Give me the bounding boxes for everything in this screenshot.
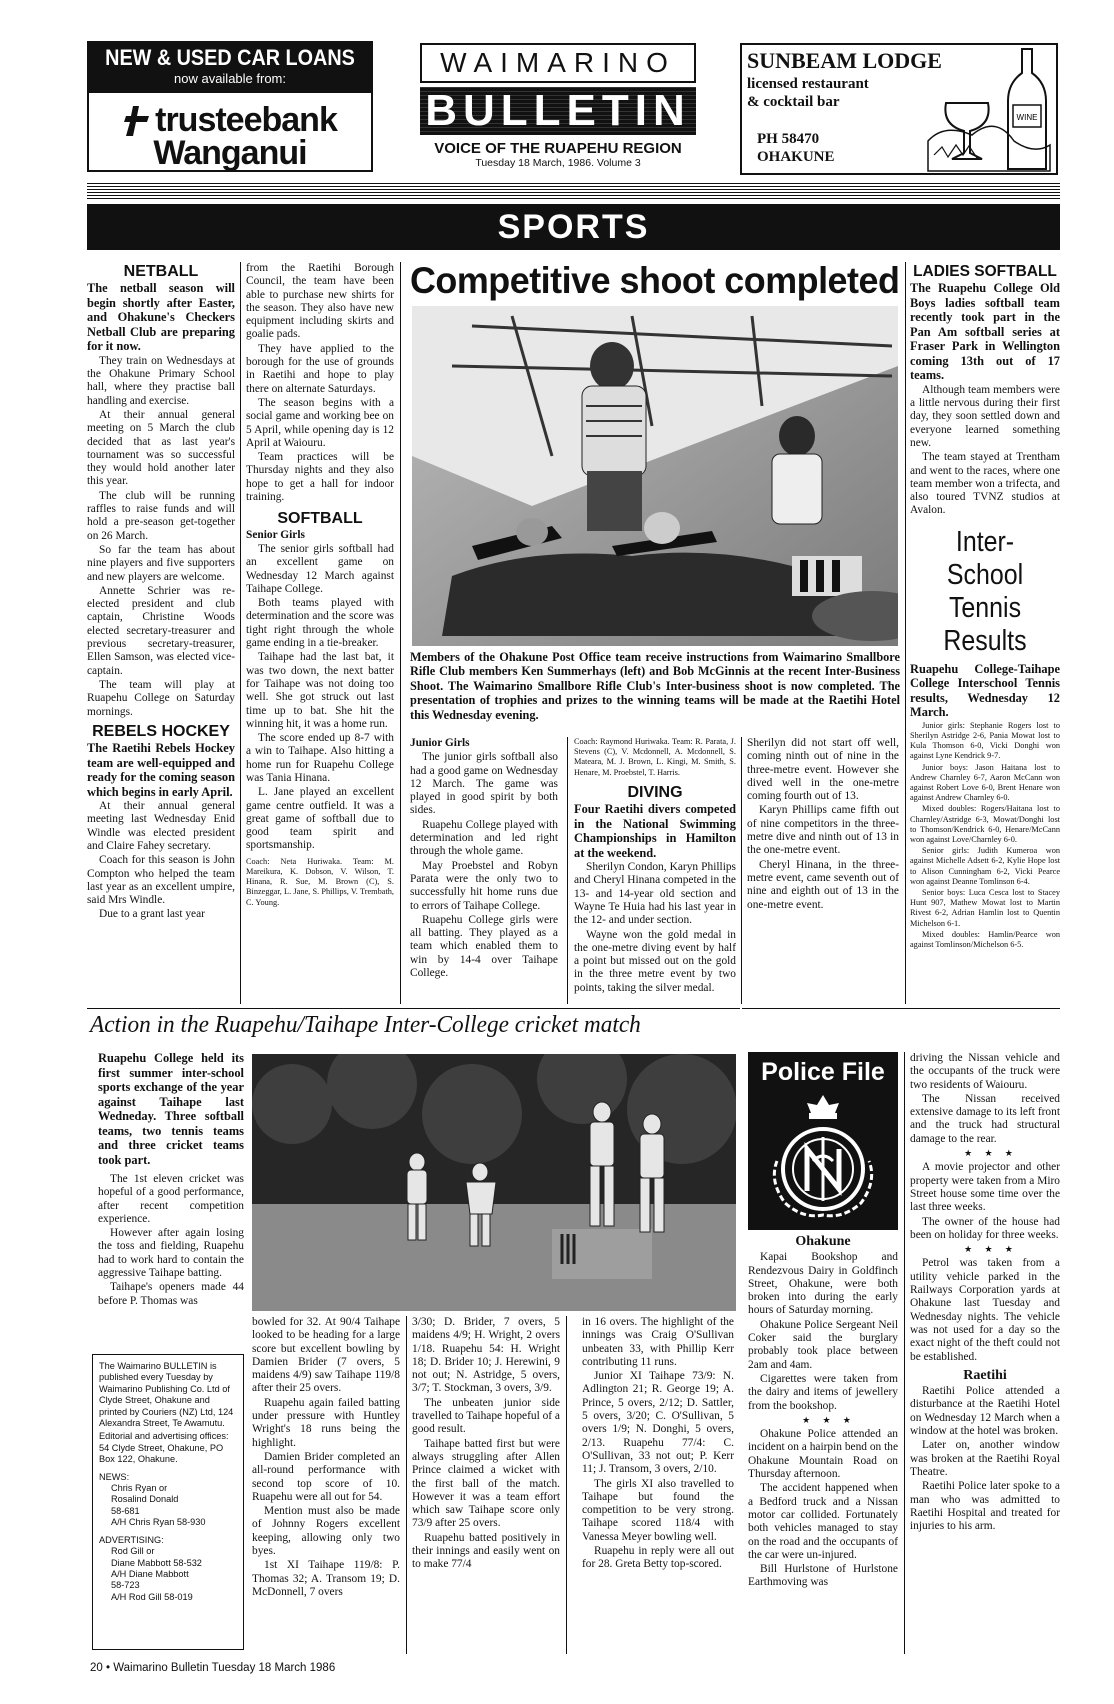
star-divider: ★ ★ ★ [964, 1244, 1018, 1255]
column-rule [905, 262, 906, 1004]
softball-para: Taihape had the last bat, it was two down, the next batter for Taihape was not doing too well. She got struck out last time up to bat. She hit the winning hit, it was a home run. [246, 651, 394, 730]
junior-coach-team: Coach: Raymond Huriwaka. Team: R. Parata, J. Stevens (C), V. Mcdonnell, A. Mcdonnell, S. Mateara, M. J. Brown, L. Kingi, M. Smith, S. Henare, M. Proebstel, T. Harris. [574, 737, 736, 777]
hockey-cont-para: Team practices will be Thursday nights and they also hope to get a hall for indoor training. [246, 451, 394, 504]
sports-banner: SPORTS [87, 204, 1060, 250]
sunbeam-line1: licensed restaurant [747, 76, 869, 92]
hockey-lead: The Raetihi Rebels Hockey team are well-equipped and ready for the coming season which begins in early April. [87, 741, 235, 799]
trusteebank-town: Wanganui [153, 134, 307, 172]
tennis-lead: Ruapehu College-Taihape College Interschool Tennis results, Wednesday 12 March. [910, 661, 1060, 720]
police-crest-icon [763, 1091, 883, 1221]
shoot-photo [412, 306, 898, 646]
softball-team-list: Coach: Neta Huriwaka. Team: M. Mareikura, K. Dobson, V. Wilson, T. Hinana, R. Sue, M. Brown (C), S. Binzeggar, L. Jane, S. Phillips, V. Trembath, C. Young. [246, 856, 394, 907]
police-right-column [910, 1052, 1060, 1654]
masthead-name-top: WAIMARINO [420, 43, 696, 83]
cricket-para: Taihape batted first but were always struggling after Allen Prince claimed a wicket with the first ball of the match. However it was a team effort which saw Taihape score only 73/9 after 25 overs. [412, 1437, 560, 1530]
diving-para: Wayne won the gold medal in the one-metre diving event by half a point but missed out on the gold in the three metre event by two points, taking the silver medal. [574, 928, 736, 994]
masthead-slogan: VOICE OF THE RUAPEHU REGION [434, 140, 682, 157]
cricket-column-2 [252, 1316, 400, 1654]
section-rule [87, 1008, 740, 1009]
police-para: The Nissan received extensive damage to its left front and the truck had structural damage to the rear. [910, 1092, 1060, 1145]
diving-para: Cheryl Hinana, in the three-metre event, came seventh out of nine and eighth out of 13 in the one-metre event. [747, 858, 899, 911]
hockey-heading: REBELS HOCKEY [92, 722, 230, 740]
cricket-para: in 16 overs. The highlight of the innings was Craig O'Sullivan unbeaten 33, with Phillip Kerr contributing 11 runs. [582, 1316, 734, 1368]
imprint-offices: Editorial and advertising offices: 54 Clyde Street, Ohakune, PO Box 122, Ohakune. [99, 1431, 229, 1465]
cricket-para: Mention must also be made of Johnny Rogers excellent keeping, allowing only two byes. [252, 1505, 400, 1558]
car-loans-sub: now available from: [174, 71, 286, 86]
netball-para: So far the team has about nine players and five supporters and new players are welcome. [87, 543, 235, 583]
column-rule [240, 262, 241, 1004]
tennis-result: Mixed doubles: Hamlin/Pearce won against Tomlinson/Michelson 6-5. [910, 929, 1060, 950]
police-para: driving the Nissan vehicle and the occupants of the truck were two residents of Waiouru. [910, 1052, 1060, 1091]
softball-para: The senior girls softball had an excellent game on Wednesday 12 March against Taihape College. [246, 542, 394, 595]
police-ohakune-para: Ohakune Police Sergeant Neil Coker said the burglary probably took place between 2am and 4am. [748, 1318, 898, 1371]
imprint-adv-line: Rod Gill or [111, 1546, 155, 1557]
police-ohakune-para: Cigarettes were taken from the dairy and items of jewellery from the bookshop. [748, 1372, 898, 1412]
cricket-para: Damien Brider completed an all-round performance with second top score of 10. Ruapehu were all out for 54. [252, 1450, 400, 1503]
imprint-box [92, 1354, 244, 1650]
cricket-para: bowled for 32. At 90/4 Taihape looked to be heading for a large score but excellent bowling by Damien Brider (7 overs, 5 maidens 4/9) saw Taihape 119/8 after their 25 overs. [252, 1316, 400, 1395]
masthead-dateline: Tuesday 18 March, 1986. Volume 3 [475, 157, 641, 169]
police-ohakune-para: Ohakune Police attended an incident on a hairpin bend on the Ohakune Mountain Road on Thursday afternoon. [748, 1428, 898, 1481]
hockey-cont-para: The season begins with a social game and working bee on 5 April, while opening day is 12 April at Waiouru. [246, 396, 394, 449]
netball-column [87, 262, 235, 1004]
star-divider: ★ ★ ★ [802, 1414, 856, 1425]
trusteebank-logo-icon [123, 104, 151, 138]
ladies-softball-para: Although team members were a little nervous during their first day, they soon settled down and everyone learned something new. [910, 383, 1060, 449]
sunbeam-phone: PH 58470 [757, 131, 820, 147]
cricket-intro-column [98, 1051, 244, 1337]
police-para: Petrol was taken from a utility vehicle parked in the Railways Corporation yards at Ohakune last Tuesday and Wednesday nights. The vehicle was not used for a day so the exact night of the theft could not be established. [910, 1257, 1060, 1363]
diving-para: Sherilyn Condon, Karyn Phillips and Cheryl Hinana competed in the 13- and 14-year old section and Wayne Te Huia had his last year in the 12- and under section. [574, 861, 736, 927]
police-ohakune-para: Kapai Bookshop and Rendezvous Dairy in Goldfinch Street, Ohakune, were both broken into during the early hours of Saturday morning. [748, 1251, 898, 1317]
imprint-adv-label: ADVERTISING: [99, 1534, 164, 1545]
column-rule [406, 1316, 407, 1654]
hockey-para: Coach for this season is John Compton who helped the team last year as an excellent umpire, said Mrs Windle. [87, 854, 235, 907]
sunbeam-town: OHAKUNE [757, 149, 835, 165]
imprint-adv-line: A/H Rod Gill 58-019 [111, 1591, 193, 1602]
column-rule [567, 737, 568, 1004]
column-rule [400, 262, 401, 1004]
police-para: A movie projector and other property were taken from a Miro Street house some time over the last three weeks. [910, 1161, 1060, 1214]
hockey-para: Due to a grant last year [99, 908, 205, 921]
police-raetihi-para: Later on, another window was broken at the Raetihi Royal Theatre. [910, 1439, 1060, 1478]
cricket-para: The 1st eleven cricket was hopeful of a good performance, after recent competition experience. [98, 1173, 244, 1225]
imprint-news-label: NEWS: [99, 1471, 130, 1482]
police-file-box [748, 1052, 898, 1230]
imprint-publisher: The Waimarino BULLETIN is published every Tuesday by Waimarino Publishing Co. Ltd of Clyde Street, Ohakune and printed by Couriers (NZ) Ltd, 124 Alexandra Street, Te Awamutu. [99, 1361, 234, 1429]
imprint-news-line: A/H Chris Ryan 58-930 [111, 1517, 206, 1528]
police-ohakune-para: Bill Hurlstone of Hurlstone Earthmoving was [748, 1563, 898, 1589]
softball-para: L. Jane played an excellent game centre outfield. It was a great game of softball due to good team spirit and sportsmanship. [246, 786, 394, 852]
car-loans-title: NEW & USED CAR LOANS [105, 45, 355, 70]
junior-para: Ruapehu College girls were all batting. They played as a team which enabled them to win by 14-4 over Taihape College. [410, 913, 558, 980]
softball-column [246, 262, 394, 1004]
tennis-result: Junior boys: Jason Haitana lost to Andrew Charnley 6-7, Aaron McCann won against Robert Love 6-0, Brent Henare won against Andrew Charnley 6-0. [910, 762, 1060, 803]
cricket-para: Junior XI Taihape 73/9: N. Adlington 21; R. George 19; A. Prince, 5 overs, 2/12; D. Sattler, 5 overs, 3/20; C. O'Sullivan, 5 overs 1/9; N. Donghi, 5 overs, 2/13. Ruapehu 77/4: C. O'Sullivan, 33 not out; P. Kerr 11; J. Transom, 3 overs, 2/10. [582, 1370, 734, 1476]
hockey-cont-para: from the Raetihi Borough Council, the team have been able to purchase new shirts for the season. They also have new equipment including skirts and goalie pads. [246, 262, 394, 341]
softball-para: The score ended up 8-7 with a win to Taihape. Also hitting a home run for Ruapehu College was Tania Hinana. [246, 732, 394, 784]
masthead-name-bottom: BULLETIN [420, 87, 696, 135]
police-file-heading: Police File [761, 1058, 885, 1086]
sunbeam-line2: & cocktail bar [747, 94, 840, 110]
softball-heading: SOFTBALL [277, 510, 363, 528]
junior-subheading: Junior Girls [410, 737, 470, 749]
cricket-para: The girls XI also travelled to Taihape but found the competition to be very strong. Taihape scored 118/4 with Vanessa Meyer bowling well. [582, 1477, 734, 1543]
cricket-para: 3/30; D. Brider, 7 overs, 5 maidens 4/9; H. Wright, 2 overs 1/18. Ruapehu 54: H. Wright 18; D. Brider 10; J. Herewini, 9 not out; N. Astridge, 5 overs, 3/7; T. Stockman, 3 overs, 3/9. [412, 1316, 560, 1395]
rifle-range-image [412, 306, 898, 646]
imprint-news-line: Rosalind Donald [111, 1494, 179, 1505]
diving-para: Karyn Phillips came fifth out of nine competitors in the three-metre dive and ninth out of 13 in the one-metre event. [747, 804, 899, 857]
diving-lead: Four Raetihi divers competed in the National Swimming Championships in Hamilton at the weekend. [574, 802, 736, 860]
cricket-para: Taihape's openers made 44 before P. Thomas was [98, 1281, 244, 1307]
police-ohakune-heading: Ohakune [795, 1234, 851, 1249]
ladies-softball-para: The team stayed at Trentham and went to the races, where one team member won a trifecta, and also toured TVNZ studios at Avalon. [910, 451, 1060, 517]
imprint-adv-line: 58-723 [111, 1580, 140, 1591]
section-rule [742, 1008, 1060, 1009]
cricket-para: However after again losing the toss and fielding, Ruapehu had to work hard to contain the aggressive Taihape batting. [98, 1227, 244, 1280]
imprint-news-line: 58-681 [111, 1505, 140, 1516]
column-rule [904, 1052, 905, 1654]
cricket-column-3 [412, 1316, 560, 1654]
cricket-lead: Ruapehu College held its first summer inter-school sports exchange of the year against Taihape last Wedneday. Three softball teams, two tennis teams and three cricket teams took part. [98, 1051, 244, 1167]
tennis-result: Senior girls: Judith Kumeroa won against Michelle Adsett 6-2, Kylie Hope lost to Alison Cunningham 6-2, Vicki Pearce won against Deanne Tomlinson 6-4. [910, 846, 1060, 886]
imprint-adv-line: Diane Mabbott 58-532 [111, 1557, 202, 1568]
police-ohakune-para: The accident happened when a Bedford truck and a Nissan motor car collided. Fortunately both vehicles managed to stay on the road and the occupants of the car were un-injured. [748, 1482, 898, 1561]
tennis-result: Mixed doubles: Rogers/Haitana lost to Charnley/Astridge 6-3, Mowat/Donghi lost to Thomson/Kendrick 6-0, Henare/McCann won against Love/Charnley 6-0. [910, 804, 1060, 844]
junior-para: May Proebstel and Robyn Parata were the only two to successfully hit home runs due to errors of Taihape College. [410, 859, 558, 912]
cricket-column-4 [582, 1316, 734, 1654]
cricket-match-image [252, 1054, 736, 1311]
netball-para: Annette Schrier was re-elected president and club captain, Christine Woods elected secretary-treasurer and previous secretary-treasurer, Ellen Samson, was elected vice-captain. [87, 584, 235, 677]
cricket-para: Ruapehu batted positively in their innings and easily went on to make 77/4 [412, 1531, 560, 1571]
netball-para: At their annual general meeting on 5 March the club decided that as last year's tournament was so successful they would hold another later this year. [87, 408, 235, 488]
netball-para: The team will play at Ruapehu College on Saturday mornings. [87, 678, 235, 718]
hockey-cont-para: They have applied to the borough for the use of grounds in Raetihi and hope to play there on alternate Saturdays. [246, 342, 394, 395]
softball-para: Both teams played with determination and the score was tight right through the whole game ending in a tie-breaker. [246, 597, 394, 650]
ladies-softball-lead: The Ruapehu College Old Boys ladies softball team recently took part in the Pan Am softball series at Fraser Park in Wellington coming 13th out of 17 teams. [910, 281, 1060, 383]
cricket-photo [252, 1054, 736, 1311]
junior-para: Ruapehu College played with determination and led right through the whole game. [410, 818, 558, 858]
sunbeam-lodge-ad [740, 43, 1058, 175]
cricket-para: 1st XI Taihape 119/8: P. Thomas 32; A. Transom 19; D. McDonnell, 7 overs [252, 1559, 400, 1598]
tennis-result: Junior girls: Stephanie Rogers lost to Sherilyn Astridge 2-6, Pania Mowat lost to Kula Thomson 6-0, Vicki Donghi won against Lyne Kendrick 9-7. [910, 720, 1060, 761]
tennis-result: Senior boys: Luca Cesca lost to Stacey Hunt 907, Mathew Mowat lost to Martin Rivest 6-2, Adrian Hamlin lost to Quentin Michelson 6-1. [910, 888, 1060, 928]
softball-subheading: Senior Girls [246, 528, 305, 541]
police-para: The owner of the house had been on holiday for three weeks. [910, 1215, 1060, 1241]
trusteebank-name: trusteebank [155, 101, 337, 139]
junior-para: The junior girls softball also had a good game on Wednesday 12 March. The game was played in good spirit by both sides. [410, 751, 558, 817]
tennis-heading: Inter-School Tennis Results [943, 525, 1027, 657]
star-divider: ★ ★ ★ [964, 1148, 1018, 1159]
masthead-divider [87, 183, 1060, 199]
wine-label-text: WINE [1016, 113, 1038, 122]
sunbeam-title: SUNBEAM LODGE [747, 48, 942, 73]
diving-column-cont [747, 737, 899, 1004]
police-raetihi-para: Raetihi Police later spoke to a man who was admitted to Raetihi Hospital and treated for injuries to his arm. [910, 1480, 1060, 1533]
netball-lead: The netball season will begin shortly after Easter, and Ohakune's Checkers Netball Club are preparing for it now. [87, 281, 235, 354]
imprint-adv-line: A/H Diane Mabbott [111, 1568, 189, 1579]
police-ohakune-column [748, 1232, 898, 1654]
column-rule [741, 737, 742, 1004]
masthead-title-block [420, 43, 696, 175]
imprint-news-line: Chris Ryan or [111, 1483, 168, 1494]
shoot-headline: Competitive shoot completed [410, 260, 900, 301]
netball-para: The club will be running raffles to raise funds and will hold a pre-season get-together on 26 March. [87, 489, 235, 542]
hockey-para: At their annual general meeting last Wednesday Enid Windle was elected president and Claire Fahey secretary. [87, 800, 235, 852]
page-footer: 20 • Waimarino Bulletin Tuesday 18 March 1986 [90, 1662, 336, 1674]
diving-column [574, 737, 736, 1004]
netball-heading: NETBALL [123, 263, 199, 280]
car-loans-ad [87, 41, 373, 172]
ladies-softball-heading: LADIES SOFTBALL [913, 263, 1057, 280]
police-raetihi-para: Raetihi Police attended a disturbance at the Raetihi Hotel on Wednesday 12 March when a window at the hotel was broken. [910, 1385, 1060, 1438]
netball-para: They train on Wednesdays at the Ohakune Primary School hall, where they practise ball handling and exercise. [87, 354, 235, 407]
cricket-para: Ruapehu in reply were all out for 28. Greta Betty top-scored. [582, 1545, 734, 1571]
ladies-softball-column [910, 262, 1060, 1004]
column-rule [566, 1316, 567, 1654]
cricket-para: The unbeaten junior side travelled to Taihape hopeful of a good result. [412, 1396, 560, 1436]
police-raetihi-heading: Raetihi [963, 1367, 1007, 1383]
cricket-headline: Action in the Ruapehu/Taihape Inter-College cricket match [90, 1012, 641, 1038]
wine-bottle-glass-icon [924, 45, 1054, 173]
diving-para: Sherilyn did not start off well, coming ninth out of nine in the three-metre event. However she dived well in the one-metre coming fourth out of 13. [747, 737, 899, 803]
cricket-para: Ruapehu again failed batting under pressure with Huntley Wright's 18 runs being the highlight. [252, 1396, 400, 1449]
shoot-caption: Members of the Ohakune Post Office team receive instructions from Waimarino Smallbore Rifle Club members Ken Summerhays (left) and Bob McGinnis at the recent Inter-Business Shoot. The Waimarino Smallbore Rifle Club's Inter-business shoot is now completed. The presentation of trophies and prizes to the winning teams will be made at the Raetihi Hotel this Wednesday evening. [410, 650, 900, 722]
diving-heading: DIVING [627, 783, 683, 801]
junior-softball-column [410, 737, 558, 1004]
